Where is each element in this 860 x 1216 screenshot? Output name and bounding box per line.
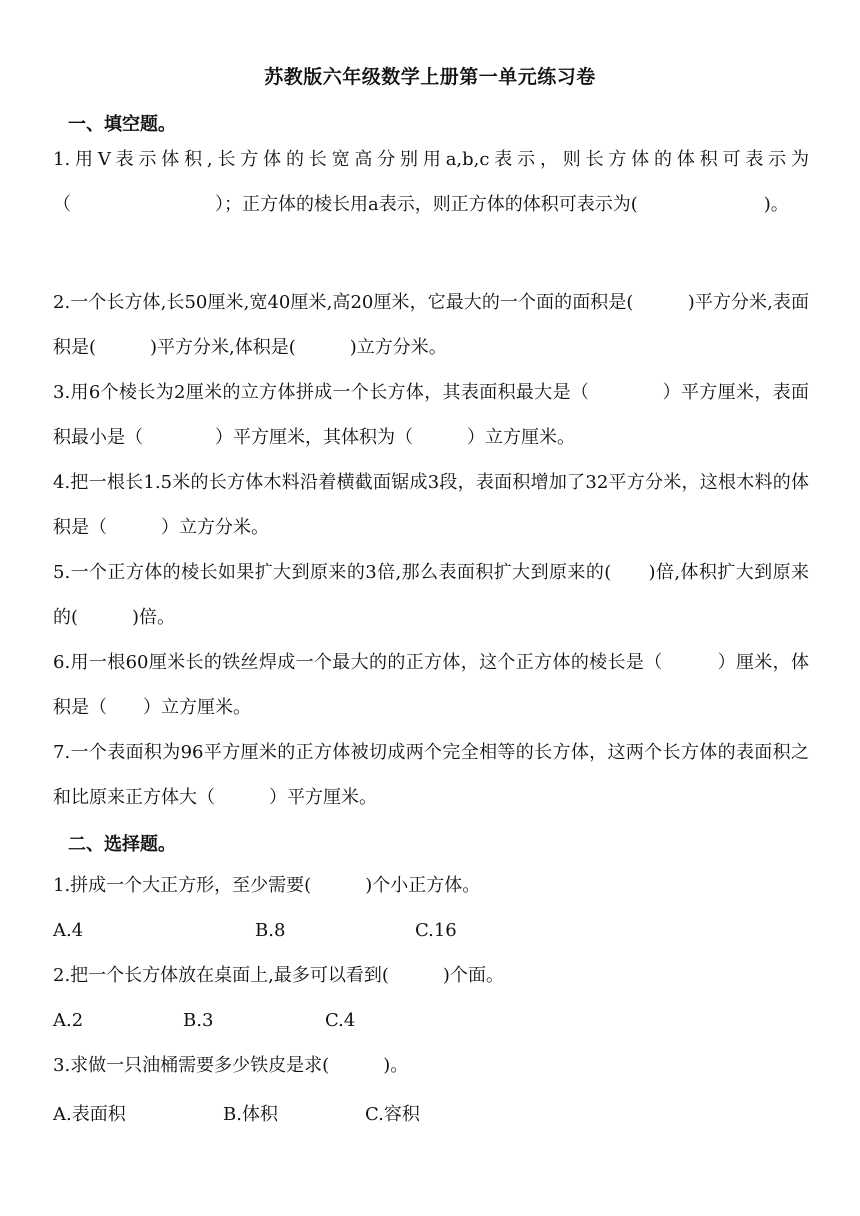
option-a: A.表面积	[53, 1104, 126, 1125]
choice-question-2: 2.把一个长方体放在桌面上,最多可以看到( )个面。	[53, 965, 504, 986]
fill-question-6: 6.用一根60厘米长的铁丝焊成一个最大的的正方体，这个正方体的棱长是（ ）厘米，体积是（ ）立方厘米。	[53, 652, 809, 718]
fill-question-5: 5.一个正方体的棱长如果扩大到原来的3倍,那么表面积扩大到原来的( )倍,体积扩大到原来的( )倍。	[53, 562, 809, 628]
option-b: B.3	[183, 1010, 214, 1031]
option-a: A.4	[53, 920, 84, 941]
option-b: B.8	[255, 920, 286, 941]
fill-question-4: 4.把一根长1.5米的长方体木料沿着横截面锯成3段，表面积增加了32平方分米，这根木料的体积是（ ）立方分米。	[53, 472, 809, 538]
option-a: A.2	[53, 1010, 84, 1031]
fill-question-3: 3.用6个棱长为2厘米的立方体拼成一个长方体，其表面积最大是（ ）平方厘米，表面积最小是（ ）平方厘米，其体积为（ ）立方厘米。	[53, 382, 809, 448]
choice-question-3: 3.求做一只油桶需要多少铁皮是求( )。	[53, 1055, 409, 1076]
choice-question-1: 1.拼成一个大正方形，至少需要( )个小正方体。	[53, 875, 481, 896]
option-c: C.4	[325, 1010, 356, 1031]
option-c: C.16	[415, 920, 457, 941]
option-b: B.体积	[223, 1104, 278, 1125]
section-heading-choice: 二、选择题。	[68, 834, 176, 855]
option-c: C.容积	[365, 1104, 420, 1125]
fill-question-1: 1.用V表示体积,长方体的长宽高分别用a,b,c表示，则长方体的体积可表示为（ ）；正方体的棱长用a表示，则正方体的体积可表示为( )。	[53, 149, 809, 215]
fill-question-7: 7.一个表面积为96平方厘米的正方体被切成两个完全相等的长方体，这两个长方体的表面积之和比原来正方体大（ ）平方厘米。	[53, 742, 809, 808]
page-title: 苏教版六年级数学上册第一单元练习卷	[264, 66, 596, 88]
section-heading-fill-blank: 一、填空题。	[68, 114, 176, 135]
fill-question-2: 2.一个长方体,长50厘米,宽40厘米,高20厘米，它最大的一个面的面积是( )平方分米,表面积是( )平方分米,体积是( )立方分米。	[53, 292, 809, 358]
